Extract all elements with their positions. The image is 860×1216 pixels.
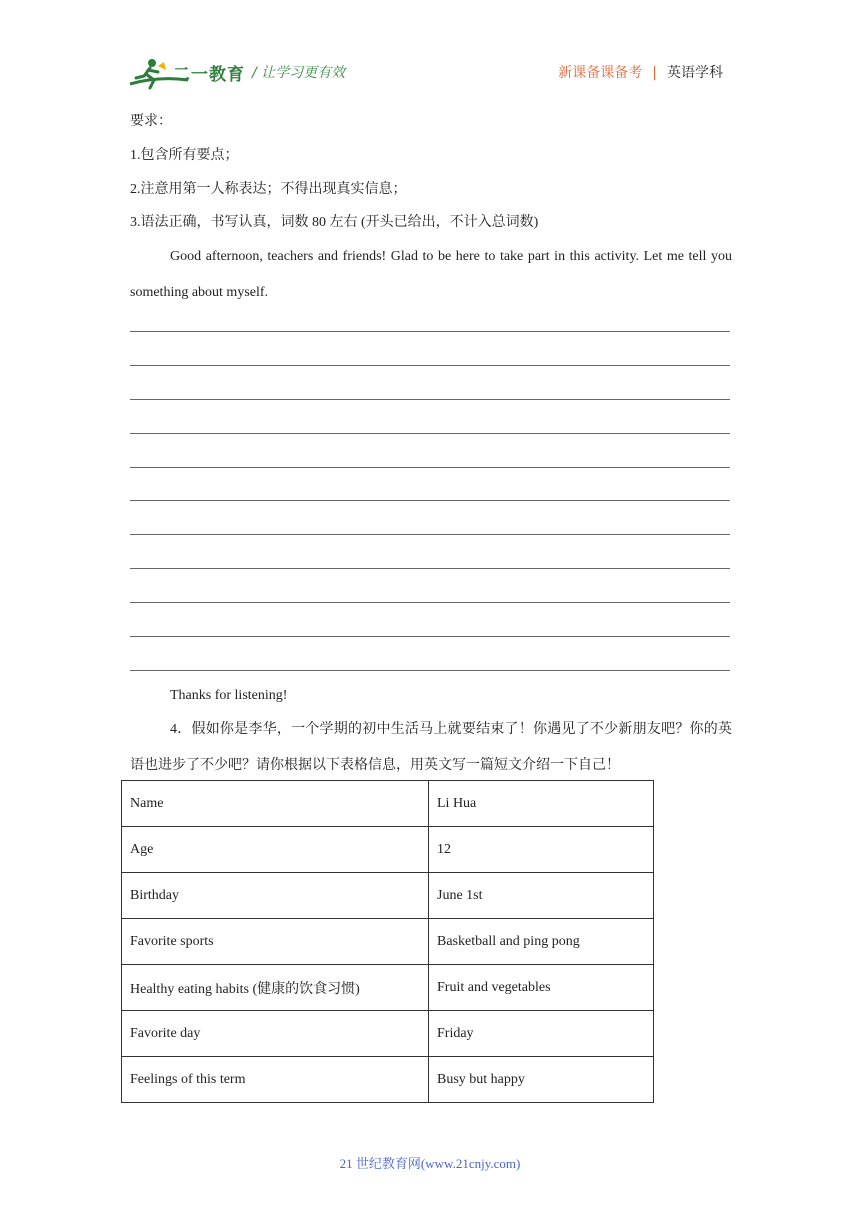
header-subject-label: 英语学科	[667, 65, 723, 81]
header-subject	[558, 62, 723, 82]
table-row	[122, 965, 654, 1011]
writing-line[interactable]	[130, 433, 730, 434]
requirement-item: 3.语法正确，书写认真，词数 80 左右 (开头已给出，不计入总词数)	[130, 215, 539, 230]
table-row	[122, 873, 654, 919]
table-cell-value: Fruit and vegetables	[429, 965, 654, 1011]
table-cell-value: June 1st	[429, 873, 654, 919]
table-cell-key: Name	[122, 781, 429, 827]
table-cell-key: Age	[122, 827, 429, 873]
page-footer[interactable]: 21 世纪教育网(www.21cnjy.com)	[339, 1156, 521, 1171]
table-cell-key: Healthy eating habits (健康的饮食习惯)	[122, 965, 429, 1011]
writing-line[interactable]	[130, 670, 730, 671]
writing-line[interactable]	[130, 636, 730, 637]
table-cell-value: 12	[429, 827, 654, 873]
table-cell-value: Basketball and ping pong	[429, 919, 654, 965]
writing-line[interactable]	[130, 568, 730, 569]
table-cell-key: Feelings of this term	[122, 1057, 429, 1103]
table-cell-value: Busy but happy	[429, 1057, 654, 1103]
brand-name: 二一教育	[173, 65, 245, 85]
question-4: 4．假如你是李华，一个学期的初中生活马上就要结束了！你遇见了不少新朋友吧？你的英语也进步了不少吧？请你根据以下表格信息，用英文写一篇短文介绍一下自己！	[130, 722, 732, 773]
brand-slogan: / 让学习更有效	[252, 65, 346, 81]
writing-line[interactable]	[130, 534, 730, 535]
table-row	[122, 781, 654, 827]
table-row	[122, 1057, 654, 1103]
writing-line[interactable]	[130, 467, 730, 468]
writing-line[interactable]	[130, 331, 730, 332]
requirement-item: 2.注意用第一人称表达；不得出现真实信息；	[130, 182, 407, 197]
table-cell-value: Li Hua	[429, 781, 654, 827]
table-cell-key: Favorite sports	[122, 919, 429, 965]
table-cell-value: Friday	[429, 1011, 654, 1057]
header-course-label: 新课备课备考	[558, 65, 643, 81]
table-row	[122, 1011, 654, 1057]
writing-line[interactable]	[130, 365, 730, 366]
writing-line[interactable]	[130, 399, 730, 400]
requirement-item: 1.包含所有要点；	[130, 148, 239, 163]
requirements-title: 要求：	[130, 114, 172, 129]
writing-line[interactable]	[130, 500, 730, 501]
header-separator: |	[652, 65, 657, 81]
writing-line[interactable]	[130, 602, 730, 603]
page-header	[0, 0, 860, 100]
closing-line: Thanks for listening!	[170, 688, 288, 703]
table-cell-key: Favorite day	[122, 1011, 429, 1057]
info-table	[121, 780, 654, 1103]
table-row	[122, 919, 654, 965]
table-row	[122, 827, 654, 873]
table-cell-key: Birthday	[122, 873, 429, 919]
opening-paragraph: Good afternoon, teachers and friends! Glad to be here to take part in this activity. Let me tell you something about myself.	[130, 249, 732, 300]
